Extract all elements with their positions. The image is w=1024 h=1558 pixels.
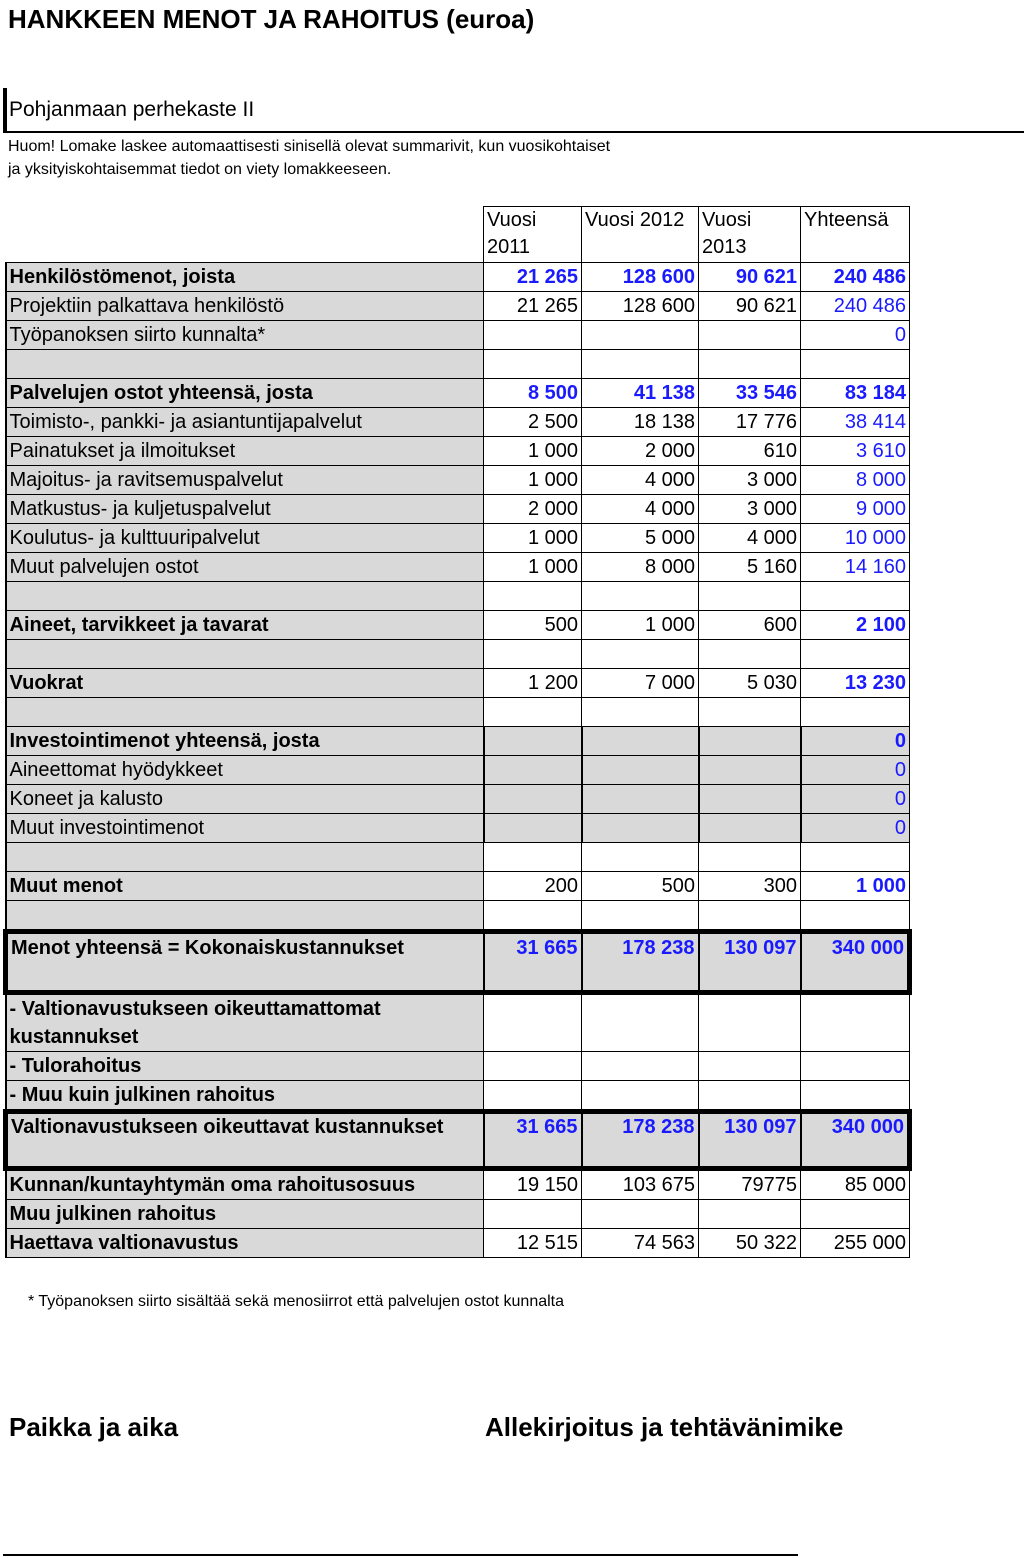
row-label: Muut palvelujen ostot (6, 553, 484, 582)
cell-2012 (582, 727, 699, 756)
cell-2012 (582, 814, 699, 843)
page-title: HANKKEEN MENOT JA RAHOITUS (euroa) (8, 4, 535, 34)
spacer-label (6, 843, 484, 872)
row-label: - Muu kuin julkinen rahoitus (6, 1081, 484, 1112)
cell-total: 240 486 (801, 292, 910, 321)
spacer-row (6, 350, 910, 379)
cell-total[interactable]: 85 000 (801, 1169, 910, 1200)
cell-2012[interactable]: 18 138 (582, 408, 699, 437)
header-2011: Vuosi 2011 (484, 207, 582, 263)
cell-2012[interactable]: 5 000 (582, 524, 699, 553)
spacer-cell (699, 698, 801, 727)
table-row (6, 553, 910, 582)
row-label: - Tulorahoitus (6, 1052, 484, 1081)
row-label: Koneet ja kalusto (6, 785, 484, 814)
table-row (6, 1229, 910, 1258)
cell-2012[interactable]: 128 600 (582, 292, 699, 321)
spacer-cell (801, 350, 910, 379)
cell-2011 (484, 727, 582, 756)
row-label: Vuokrat (6, 669, 484, 698)
table-row (6, 785, 910, 814)
row-label: Henkilöstömenot, joista (6, 263, 484, 292)
cell-total[interactable] (801, 993, 910, 1052)
cell-total: 3 610 (801, 437, 910, 466)
spacer-cell (484, 901, 582, 932)
spacer-label (6, 698, 484, 727)
table-row (6, 756, 910, 785)
cell-2013[interactable]: 3 000 (699, 495, 801, 524)
spacer-cell (484, 582, 582, 611)
table-row (6, 993, 910, 1052)
cell-total: 10 000 (801, 524, 910, 553)
table-row (6, 611, 910, 640)
spacer-cell (699, 901, 801, 932)
row-label: Majoitus- ja ravitsemuspalvelut (6, 466, 484, 495)
spacer-cell (484, 640, 582, 669)
cell-2011[interactable] (484, 1200, 582, 1229)
spacer-row (6, 901, 910, 932)
spacer-cell (484, 843, 582, 872)
table-row (6, 814, 910, 843)
cell-2012[interactable]: 2 000 (582, 437, 699, 466)
cell-total: 83 184 (801, 379, 910, 408)
cell-2013[interactable] (699, 993, 801, 1052)
cell-total: 14 160 (801, 553, 910, 582)
spacer-cell (801, 640, 910, 669)
cell-2011: 21 265 (484, 263, 582, 292)
cell-2012[interactable]: 4 000 (582, 466, 699, 495)
cell-2011[interactable] (484, 1052, 582, 1081)
spacer-cell (582, 698, 699, 727)
cell-2013[interactable]: 50 322 (699, 1229, 801, 1258)
row-label: Toimisto-, pankki- ja asiantuntijapalvelut (6, 408, 484, 437)
cell-2011[interactable] (484, 321, 582, 350)
row-label: - Valtionavustukseen oikeuttamattomat kustannukset (6, 993, 484, 1052)
table-row (6, 872, 910, 901)
row-label: Muu julkinen rahoitus (6, 1200, 484, 1229)
project-marker (3, 88, 7, 132)
cell-2013[interactable]: 600 (699, 611, 801, 640)
cell-total: 0 (801, 727, 910, 756)
row-label: Haettava valtionavustus (6, 1229, 484, 1258)
row-label: Projektiin palkattava henkilöstö (6, 292, 484, 321)
signature-line[interactable] (3, 1554, 798, 1556)
table-row (6, 408, 910, 437)
spacer-cell (582, 640, 699, 669)
cell-2011[interactable]: 1 000 (484, 524, 582, 553)
table-row (6, 1081, 910, 1112)
cell-2011: 31 665 (484, 1112, 582, 1169)
table-row (6, 1169, 910, 1200)
footnote: * Työpanoksen siirto sisältää sekä menosiirrot että palvelujen ostot kunnalta (28, 1293, 565, 1310)
table-row (6, 1200, 910, 1229)
spacer-cell (582, 350, 699, 379)
spacer-cell (582, 843, 699, 872)
cell-2011: 8 500 (484, 379, 582, 408)
cell-total: 0 (801, 785, 910, 814)
spacer-row (6, 582, 910, 611)
spacer-cell (582, 582, 699, 611)
cell-2012[interactable]: 1 000 (582, 611, 699, 640)
cell-total: 9 000 (801, 495, 910, 524)
cell-2011[interactable]: 2 500 (484, 408, 582, 437)
cell-total[interactable] (801, 1200, 910, 1229)
cell-2013 (699, 756, 801, 785)
cell-total: 240 486 (801, 263, 910, 292)
signature-label: Allekirjoitus ja tehtävänimike (485, 1412, 844, 1442)
row-label: Palvelujen ostot yhteensä, josta (6, 379, 484, 408)
cell-2012[interactable]: 74 563 (582, 1229, 699, 1258)
cell-2012: 178 238 (582, 932, 699, 993)
cell-2012 (582, 756, 699, 785)
cell-2012[interactable]: 4 000 (582, 495, 699, 524)
cell-2011[interactable] (484, 993, 582, 1052)
spacer-row (6, 640, 910, 669)
table-row (6, 495, 910, 524)
cell-2012[interactable]: 7 000 (582, 669, 699, 698)
spacer-cell (582, 901, 699, 932)
cell-2013[interactable]: 3 000 (699, 466, 801, 495)
spacer-label (6, 582, 484, 611)
table-row (6, 669, 910, 698)
table-row (6, 727, 910, 756)
cell-2013: 130 097 (699, 1112, 801, 1169)
spacer-row (6, 843, 910, 872)
cell-2013: 90 621 (699, 263, 801, 292)
cell-2011[interactable]: 500 (484, 611, 582, 640)
total-costs-row (6, 932, 910, 993)
row-label: Työpanoksen siirto kunnalta* (6, 321, 484, 350)
spacer-cell (699, 843, 801, 872)
header-2013: Vuosi 2013 (699, 207, 801, 263)
cell-2013 (699, 785, 801, 814)
cell-2011[interactable]: 1 000 (484, 437, 582, 466)
row-label: Menot yhteensä = Kokonaiskustannukset (6, 932, 484, 993)
row-label: Kunnan/kuntayhtymän oma rahoitusosuus (6, 1169, 484, 1200)
table-row (6, 379, 910, 408)
cell-2013: 33 546 (699, 379, 801, 408)
spacer-row (6, 698, 910, 727)
cell-2013[interactable] (699, 321, 801, 350)
instruction-note (8, 135, 610, 181)
project-name[interactable]: Pohjanmaan perhekaste II (9, 98, 255, 121)
spacer-cell (484, 350, 582, 379)
row-label: Aineettomat hyödykkeet (6, 756, 484, 785)
header-row (6, 207, 910, 263)
spacer-cell (801, 698, 910, 727)
spacer-cell (699, 350, 801, 379)
cell-total: 340 000 (801, 932, 910, 993)
cell-2011[interactable]: 1 200 (484, 669, 582, 698)
cell-total[interactable] (801, 1052, 910, 1081)
spacer-label (6, 901, 484, 932)
cell-2013[interactable]: 5 030 (699, 669, 801, 698)
cell-total: 0 (801, 756, 910, 785)
cell-2013[interactable]: 5 160 (699, 553, 801, 582)
cell-total: 1 000 (801, 872, 910, 901)
cell-2013[interactable]: 300 (699, 872, 801, 901)
row-label: Muut investointimenot (6, 814, 484, 843)
table-row (6, 321, 910, 350)
cell-2012[interactable] (582, 1052, 699, 1081)
cell-2011[interactable]: 12 515 (484, 1229, 582, 1258)
spacer-label (6, 640, 484, 669)
cell-total: 13 230 (801, 669, 910, 698)
spacer-cell (801, 843, 910, 872)
spacer-label (6, 350, 484, 379)
table-row (6, 1052, 910, 1081)
cell-2011[interactable]: 1 000 (484, 553, 582, 582)
row-label: Muut menot (6, 872, 484, 901)
eligible-costs-row (6, 1112, 910, 1169)
cell-2011[interactable]: 200 (484, 872, 582, 901)
row-label: Aineet, tarvikkeet ja tavarat (6, 611, 484, 640)
cell-total: 8 000 (801, 466, 910, 495)
row-label: Valtionavustukseen oikeuttavat kustannukset (6, 1112, 484, 1169)
table-row (6, 263, 910, 292)
cell-2011[interactable]: 19 150 (484, 1169, 582, 1200)
cell-2012[interactable]: 8 000 (582, 553, 699, 582)
place-and-date-label: Paikka ja aika (9, 1412, 179, 1442)
budget-table (3, 206, 912, 1258)
cell-2011[interactable]: 2 000 (484, 495, 582, 524)
table-row (6, 292, 910, 321)
cell-total[interactable] (801, 1081, 910, 1112)
cell-2011 (484, 756, 582, 785)
row-label: Painatukset ja ilmoitukset (6, 437, 484, 466)
cell-2013[interactable] (699, 1200, 801, 1229)
cell-2012[interactable]: 103 675 (582, 1169, 699, 1200)
spacer-cell (699, 640, 801, 669)
cell-2011 (484, 785, 582, 814)
cell-2012: 178 238 (582, 1112, 699, 1169)
table-row (6, 437, 910, 466)
cell-2012: 128 600 (582, 263, 699, 292)
cell-2013[interactable] (699, 1081, 801, 1112)
header-2012: Vuosi 2012 (582, 207, 699, 263)
cell-2012: 41 138 (582, 379, 699, 408)
spacer-cell (801, 582, 910, 611)
cell-total: 2 100 (801, 611, 910, 640)
cell-2013 (699, 727, 801, 756)
cell-2011 (484, 814, 582, 843)
header-blank (6, 207, 484, 263)
spacer-cell (484, 698, 582, 727)
cell-2012[interactable] (582, 1081, 699, 1112)
cell-2012 (582, 785, 699, 814)
cell-2013[interactable] (699, 1052, 801, 1081)
cell-total: 38 414 (801, 408, 910, 437)
cell-2013[interactable]: 610 (699, 437, 801, 466)
note-line-2: ja yksityiskohtaisemmat tiedot on viety lomakkeeseen. (8, 161, 392, 178)
table-row (6, 466, 910, 495)
cell-2013 (699, 814, 801, 843)
table-row (6, 524, 910, 553)
row-label: Koulutus- ja kulttuuripalvelut (6, 524, 484, 553)
row-label: Matkustus- ja kuljetuspalvelut (6, 495, 484, 524)
row-label: Investointimenot yhteensä, josta (6, 727, 484, 756)
header-total: Yhteensä (801, 207, 910, 263)
cell-2013[interactable]: 90 621 (699, 292, 801, 321)
cell-total: 0 (801, 814, 910, 843)
cell-total: 0 (801, 321, 910, 350)
cell-2013[interactable]: 4 000 (699, 524, 801, 553)
cell-2011[interactable]: 1 000 (484, 466, 582, 495)
cell-2013: 130 097 (699, 932, 801, 993)
cell-total: 340 000 (801, 1112, 910, 1169)
cell-total[interactable]: 255 000 (801, 1229, 910, 1258)
cell-2012[interactable]: 500 (582, 872, 699, 901)
cell-2012[interactable] (582, 321, 699, 350)
spacer-cell (801, 901, 910, 932)
cell-2012[interactable] (582, 1200, 699, 1229)
note-line-1: Huom! Lomake laskee automaattisesti sinisellä olevat summarivit, kun vuosikohtaiset (8, 138, 611, 155)
cell-2011[interactable] (484, 1081, 582, 1112)
project-underline (3, 131, 1024, 133)
spacer-cell (699, 582, 801, 611)
cell-2013[interactable]: 79775 (699, 1169, 801, 1200)
cell-2011: 31 665 (484, 932, 582, 993)
cell-2012[interactable] (582, 993, 699, 1052)
cell-2011[interactable]: 21 265 (484, 292, 582, 321)
cell-2013[interactable]: 17 776 (699, 408, 801, 437)
